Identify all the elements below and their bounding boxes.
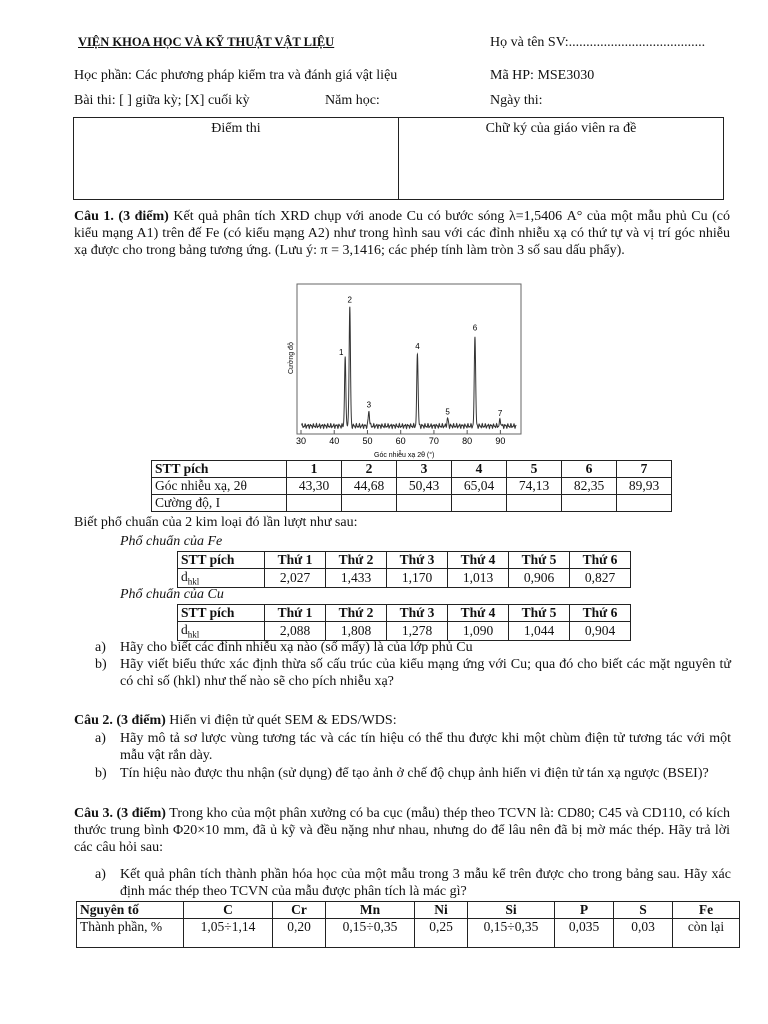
peak-label: 1 — [338, 347, 344, 357]
std-col: Thứ 4 — [448, 605, 509, 622]
score-cell — [74, 118, 399, 199]
item-marker: a) — [95, 731, 106, 746]
question-1 — [74, 209, 730, 259]
peak-label: 2 — [347, 295, 353, 305]
angle-value: 89,93 — [617, 478, 672, 495]
cu-d-value: 1,808 — [326, 622, 387, 641]
comp-header: Cr — [273, 902, 326, 919]
std-col: Thứ 2 — [326, 552, 387, 569]
cu-d-value: 2,088 — [265, 622, 326, 641]
std-col: Thứ 2 — [326, 605, 387, 622]
composition-header-row — [77, 902, 740, 919]
question-2-text: Hiển vi điện tử quét SEM & EDS/WDS: — [165, 713, 397, 728]
comp-cell: 0,03 — [614, 919, 673, 948]
chart-frame — [297, 284, 521, 434]
question-2a — [95, 731, 731, 765]
fe-d-value: 0,906 — [509, 569, 570, 588]
question-3-text: Trong kho của một phân xưởng có ba cục (mẫu) thép theo TCVN là: CD80; C45 và CD110, có kích thước trung bình Φ20×10 mm, đã ủ kỹ và đều nặng như nhau, nhưng do để lâu nên đã bị mờ mác thép. Hãy trả lời các câu hỏi sau: — [74, 806, 730, 855]
x-tick-label: 80 — [462, 436, 473, 446]
peak-no: 1 — [287, 461, 342, 478]
comp-header: Si — [468, 902, 555, 919]
angle-value: 43,30 — [287, 478, 342, 495]
std-header: STT pích — [178, 552, 265, 569]
std-col: Thứ 1 — [265, 552, 326, 569]
intensity-cell — [617, 495, 672, 512]
signature-cell — [399, 118, 723, 199]
cu-standard-table — [177, 604, 631, 641]
cu-d-value: 1,090 — [448, 622, 509, 641]
std-header-row — [178, 605, 631, 622]
peak-header: STT pích — [152, 461, 287, 478]
peak-number-row — [152, 461, 672, 478]
peak-table — [151, 460, 672, 512]
d-hkl-label: $d_{hkl}$ — [178, 569, 265, 588]
angle-value: 74,13 — [507, 478, 562, 495]
fe-standard-table — [177, 551, 631, 588]
question-3a — [95, 867, 731, 901]
comp-header: C — [184, 902, 273, 919]
question-1b — [95, 657, 731, 691]
fe-d-value: 0,827 — [570, 569, 631, 588]
comp-cell: 0,20 — [273, 919, 326, 948]
x-tick-label: 50 — [362, 436, 373, 446]
peak-label: 6 — [472, 323, 478, 333]
comp-cell: còn lại — [673, 919, 740, 948]
peak-label: 3 — [366, 400, 372, 410]
intensity-cell — [452, 495, 507, 512]
intensity-label: Cường độ, I — [152, 495, 287, 512]
intensity-cell — [287, 495, 342, 512]
question-3 — [74, 806, 730, 856]
peak-label: 5 — [445, 407, 450, 417]
cu-d-value: 1,278 — [387, 622, 448, 641]
question-2a-text: Hãy mô tả sơ lược vùng tương tác và các tín hiệu có thể thu được khi một chùm điện tử tương tác với một mẫu vật rắn dày. — [120, 731, 731, 763]
comp-cell: 1,05÷1,14 — [184, 919, 273, 948]
score-signature-box — [73, 117, 724, 200]
comp-cell: 0,25 — [415, 919, 468, 948]
question-2b-text: Tín hiệu nào được thu nhận (sử dụng) để tạo ảnh ở chế độ chụp ảnh hiển vi điện tử tán xạ ngược (BSEI)? — [120, 766, 709, 781]
peak-no: 6 — [562, 461, 617, 478]
cu-d-value: 1,044 — [509, 622, 570, 641]
peak-no: 3 — [397, 461, 452, 478]
peak-no: 4 — [452, 461, 507, 478]
comp-cell: 0,035 — [555, 919, 614, 948]
peak-label: 7 — [497, 408, 503, 418]
d-hkl-label: $d_{hkl}$ — [178, 622, 265, 641]
comp-header: Nguyên tố — [77, 902, 184, 919]
x-tick-label: 90 — [495, 436, 506, 446]
intensity-cell — [562, 495, 617, 512]
student-name-field: Họ và tên SV:....................................... — [490, 35, 706, 50]
x-tick-label: 30 — [295, 436, 307, 446]
std-col: Thứ 6 — [570, 552, 631, 569]
item-marker: a) — [95, 867, 106, 882]
std-col: Thứ 4 — [448, 552, 509, 569]
standard-spectra-intro: Biết phổ chuẩn của 2 kim loại đó lần lượt như sau: — [74, 515, 358, 530]
question-1b-text: Hãy viết biểu thức xác định thừa số cấu trúc của kiểu mạng ứng với Cu; qua đó cho biết các mặt nguyên tử có chỉ số (hkl) như thế nào sẽ cho pích nhiễu xạ? — [120, 657, 731, 689]
fe-d-value: 1,433 — [326, 569, 387, 588]
std-col: Thứ 3 — [387, 552, 448, 569]
angle-label: Góc nhiễu xạ, 2θ — [152, 478, 287, 495]
fe-d-value: 1,170 — [387, 569, 448, 588]
cu-spectrum-title: Phổ chuẩn của Cu — [120, 587, 224, 602]
question-1a-text: Hãy cho biết các đỉnh nhiễu xạ nào (số mấy) là của lớp phủ Cu — [120, 640, 473, 655]
comp-header: S — [614, 902, 673, 919]
fe-d-value: 1,013 — [448, 569, 509, 588]
fe-d-value: 2,027 — [265, 569, 326, 588]
x-tick-label: 40 — [329, 436, 340, 446]
std-col: Thứ 5 — [509, 552, 570, 569]
intensity-cell — [342, 495, 397, 512]
std-header-row — [178, 552, 631, 569]
angle-value: 65,04 — [452, 478, 507, 495]
signature-label: Chữ ký của giáo viên ra đề — [485, 121, 637, 136]
x-tick-label: 60 — [395, 436, 406, 446]
score-label: Điểm thi — [211, 121, 261, 136]
angle-value: 82,35 — [562, 478, 617, 495]
course-code: Mã HP: MSE3030 — [490, 68, 595, 83]
item-marker: b) — [95, 766, 107, 781]
peak-no: 5 — [507, 461, 562, 478]
question-1-text: Kết quả phân tích XRD chụp với anode Cu có bước sóng λ=1,5406 A° của một mẫu phủ Cu (có kiểu mạng A1) trên đế Fe (có kiểu mạng A2) như trong hình sau với các đỉnh nhiễu xạ có thứ tự và vị trí góc nhiễu xạ được cho trong bảng tương ứng. (Lưu ý: π = 3,1416; các phép tính làm tròn 3 số sau dấu phẩy). — [74, 209, 731, 258]
x-tick-label: 70 — [428, 436, 439, 446]
std-col: Thứ 3 — [387, 605, 448, 622]
peak-no: 7 — [617, 461, 672, 478]
comp-header: P — [555, 902, 614, 919]
comp-header: Ni — [415, 902, 468, 919]
exam-type: Bài thi: [ ] giữa kỳ; [X] cuối kỳ — [74, 93, 250, 108]
xrd-chart — [284, 282, 522, 460]
x-axis-label: Góc nhiễu xạ 2θ (°) — [374, 452, 435, 459]
comp-header: Fe — [673, 902, 740, 919]
question-2-label: Câu 2. (3 điểm) — [74, 713, 166, 728]
std-col: Thứ 6 — [570, 605, 631, 622]
school-year: Năm học: — [325, 93, 380, 108]
peak-no: 2 — [342, 461, 397, 478]
question-2 — [74, 713, 730, 730]
y-axis-label: Cường độ — [288, 342, 295, 374]
peak-angle-row — [152, 478, 672, 495]
fe-spectrum-title: Phổ chuẩn của Fe — [120, 534, 223, 549]
peak-intensity-row — [152, 495, 672, 512]
std-col: Thứ 5 — [509, 605, 570, 622]
composition-table — [76, 901, 740, 948]
item-marker: a) — [95, 640, 106, 655]
question-2b — [95, 766, 731, 783]
question-1-label: Câu 1. (3 điểm) — [74, 209, 169, 224]
comp-cell: 0,15÷0,35 — [326, 919, 415, 948]
peak-label: 4 — [415, 341, 420, 351]
course-name: Học phần: Các phương pháp kiểm tra và đánh giá vật liệu — [74, 68, 398, 83]
question-1a — [95, 640, 731, 657]
question-3a-text: Kết quả phân tích thành phần hóa học của một mẫu trong 3 mẫu kể trên được cho trong bảng sau. Hãy xác định mác thép theo TCVN của mẫu được phân tích là mác gì? — [120, 867, 731, 899]
item-marker: b) — [95, 657, 107, 672]
question-3-label: Câu 3. (3 điểm) — [74, 806, 166, 821]
cu-d-value: 0,904 — [570, 622, 631, 641]
intensity-cell — [507, 495, 562, 512]
intensity-cell — [397, 495, 452, 512]
institute-name: VIỆN KHOA HỌC VÀ KỸ THUẬT VẬT LIỆU — [78, 35, 335, 49]
std-value-row — [178, 569, 631, 588]
comp-cell: Thành phần, % — [77, 919, 184, 948]
std-header: STT pích — [178, 605, 265, 622]
comp-header: Mn — [326, 902, 415, 919]
std-col: Thứ 1 — [265, 605, 326, 622]
std-value-row — [178, 622, 631, 641]
exam-date: Ngày thi: — [490, 93, 543, 108]
angle-value: 50,43 — [397, 478, 452, 495]
angle-value: 44,68 — [342, 478, 397, 495]
comp-cell: 0,15÷0,35 — [468, 919, 555, 948]
composition-value-row — [77, 919, 740, 948]
